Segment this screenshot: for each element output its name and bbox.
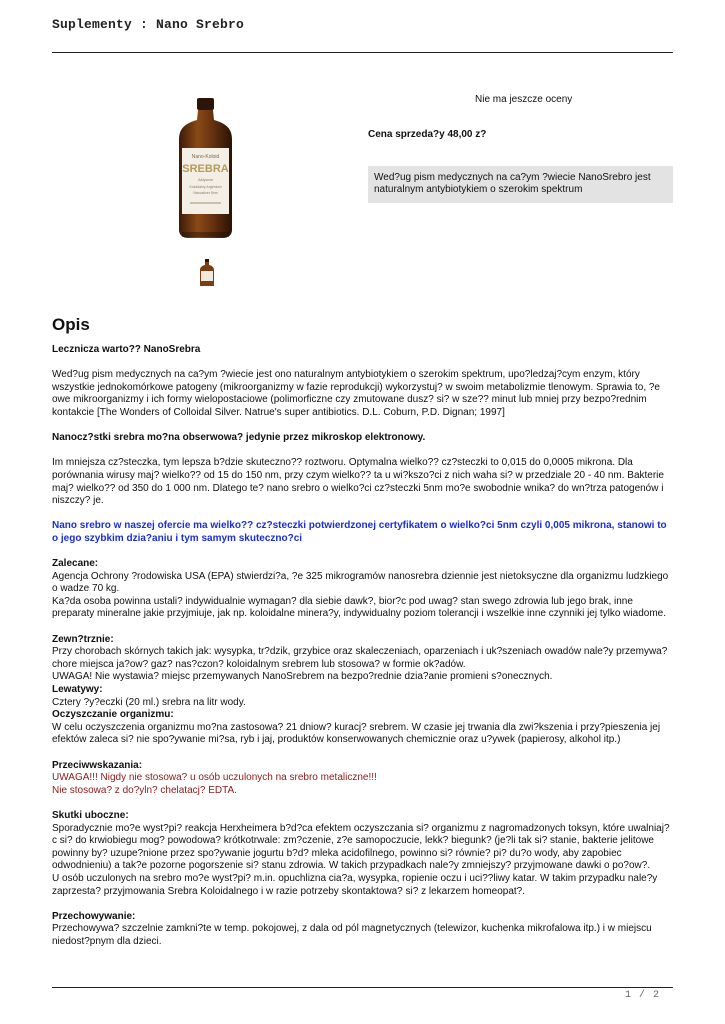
heading-nanoczastki: Nanocz?stki srebra mo?na obserwowa? jedynie przez mikroskop elektronowy. <box>52 432 426 444</box>
bottle-label-brand: Nano-Koloid <box>191 154 220 160</box>
paragraph-zalecane-2: Ka?da osoba powinna ustali? indywidualnie wymagan? dla siebie dawk?, bior?c pod uwag? stan swego zdrowia lub jego brak, inne preparaty mineralne jakie przyjmiuje, jak np. koloidalne minera?y, indywidualny poziom tolerancji i wszelkie inne czynniki jej tylko wiadome. <box>52 595 666 620</box>
paragraph-oczyszczanie: W celu oczyszczenia organizmu mo?na zastosowa? 21 dniow? kuracj? srebrem. W czasie jej trwania dla zwi?kszenia i przy?pieszenia jej efektów zaleca si? nie spo?ywanie mi?sa, ryb i jaj, produktów konserwowanych chemicznie oraz u?ywek (papierosy, alkohol itp.) <box>52 721 661 746</box>
paragraph-zewnetrznie-2: UWAGA! Nie wystawia? miejsc przemywanych NanoSrebrem na bezpo?rednie dzia?anie promieni s?onecznych. <box>52 671 553 683</box>
heading-zewnetrznie: Zewn?trznie: <box>52 633 114 645</box>
paragraph-intro: Wed?ug pism medycznych na ca?ym ?wiecie jest ono naturalnym antybiotykiem o szerokim spektrum, upo?ledzaj?cym enzym, który wszystkie jednokomórkowe patogeny (mikroorganizmy w fazie reprodukcji) wykorzystuj? w swoim metabolizmie tlenowym. Sprawia to, ?e owe mikroorganizmy i ich formy wielopostaciowe (polimorficzne czy zmutowane dusz? si? w sze?? minut lub mniej przy bezpo?rednim kontakcie [The Wonders of Colloidal Silver. Natrue's super antibiotics. D.L. Coburn, P.D. Dignan; 1997] <box>52 369 660 418</box>
product-price: Cena sprzeda?y 48,00 z? <box>368 129 487 140</box>
warning-allergy: UWAGA!!! Nigdy nie stosowa? u osób uczulonych na srebro metaliczne!!! <box>52 772 377 784</box>
product-bottle-image <box>168 92 243 242</box>
heading-skutki-uboczne: Skutki uboczne: <box>52 809 129 821</box>
bottle-label-line2: Nanosilver 5nm <box>193 191 218 195</box>
product-short-description: Wed?ug pism medycznych na ca?ym ?wiecie NanoSrebro jest naturalnym antybiotykiem o szerokim spektrum <box>368 166 673 203</box>
page-header-title: Suplementy : Nano Srebro <box>52 17 245 32</box>
bottle-label-sub: Aktywne <box>197 177 214 182</box>
paragraph-skutki-2: U osób uczulonych na srebro mo?e wyst?pi? m.in. opuchlizna cia?a, wysypka, ropienie oczu i uci??liwy katar. W takim przypadku nale?y zaprzesta? przyjmowania Srebra Koloidalnego i w razie potrzeby skontaktowa? si? z lekarzem homeopat?. <box>52 872 658 897</box>
heading-zalecane: Zalecane: <box>52 558 99 570</box>
heading-lecznicza: Lecznicza warto?? NanoSrebra <box>52 344 201 355</box>
paragraph-skutki-1: Sporadycznie mo?e wyst?pi? reakcja Herxheimera b?d?ca efektem oczyszczania si? organizmu z nagromadzonych toksyn, które uwalniaj?c si? do krwiobiegu mog? powodowa? krótkotrwale: zm?czenie, z?e samopoczucie, lekk? biegunk? (je?li tak si? stanie, bakterie jelitowe powinny by? uzupe?nione przez spo?ywanie jogurtu b?d? mleka acidofilnego, powinno si? równie? pi? du?o wody, aby zapobiec odwodnieniu) a tak?e pozorne pogorszenie si? stanu zdrowia. W takich przypadkach nale?y zmniejszy? przyjmowane dawki o po?ow?. <box>52 822 670 872</box>
section-title-opis: Opis <box>52 315 90 334</box>
heading-lewatywy: Lewatywy: <box>52 684 103 696</box>
heading-przechowywanie: Przechowywanie: <box>52 910 136 922</box>
highlight-certificate: Nano srebro w naszej ofercie ma wielko?? cz?steczki potwierdzonej certyfikatem o wielko?ci 5nm czyli 0,005 mikrona, stanowi to o jego szybkim dzia?aniu i tym samym skuteczno?ci <box>52 520 667 544</box>
paragraph-przechowywanie: Przechowywa? szczelnie zamkni?te w temp. pokojowej, z dala od pól magnetycznych (telewizor, kuchenka mikrofalowa itp.) i w miejscu niedost?pnym dla dzieci. <box>52 923 652 947</box>
footer-divider <box>52 987 673 988</box>
paragraph-lewatywy: Cztery ?y?eczki (20 ml.) srebra na litr wody. <box>52 696 246 708</box>
bottle-label-line1: Koloidalny Argentum <box>189 185 222 189</box>
warning-edta: Nie stosowa? z do?yln? chelatacj? EDTA. <box>52 784 237 796</box>
bottle-label-name: SREBRA <box>182 163 229 175</box>
paragraph-zalecane-1: Agencja Ochrony ?rodowiska USA (EPA) stwierdzi?a, ?e 325 mikrogramów nanosrebra dziennie jest nietoksyczne dla organizmu ludzkiego o wadze 70 kg. <box>52 570 669 595</box>
product-rating: Nie ma jeszcze oceny <box>475 94 573 105</box>
product-thumbnail[interactable] <box>198 258 216 288</box>
description-content <box>52 344 673 949</box>
paragraph-particle-size: Im mniejsza cz?steczka, tym lepsza b?dzie skuteczno?? roztworu. Optymalna wielko?? cz?steczki to 0,015 do 0,0005 mikrona. Dla porównania wirusy maj? wielko?? od 15 do 150 nm, przy czym wielko?? ta u wi?kszo?ci z nich waha si? w przedziale 20 - 40 nm. Bakterie maj? wielko?? od 350 do 1 000 nm. Dlatego te? nano srebro o wielko?ci cz?steczki 5nm mo?e swobodnie wnika? do wn?trza patogenów i niszczy? je. <box>52 457 664 507</box>
heading-oczyszczanie: Oczyszczanie organizmu: <box>52 709 174 721</box>
paragraph-zewnetrznie-1: Przy chorobach skórnych takich jak: wysypka, tr?dzik, grzybice oraz skaleczeniach, oparzeniach i uk?szeniach owadów nale?y przemywa? chore miejsca ja?ow? gaz? nas?czon? koloidalnym srebrem lub stosowa? w formie ok?adów. <box>52 646 668 670</box>
page-number: 1 / 2 <box>625 990 661 1001</box>
heading-przeciwwskazania: Przeciwwskazania: <box>52 759 143 771</box>
header-divider <box>52 52 673 53</box>
